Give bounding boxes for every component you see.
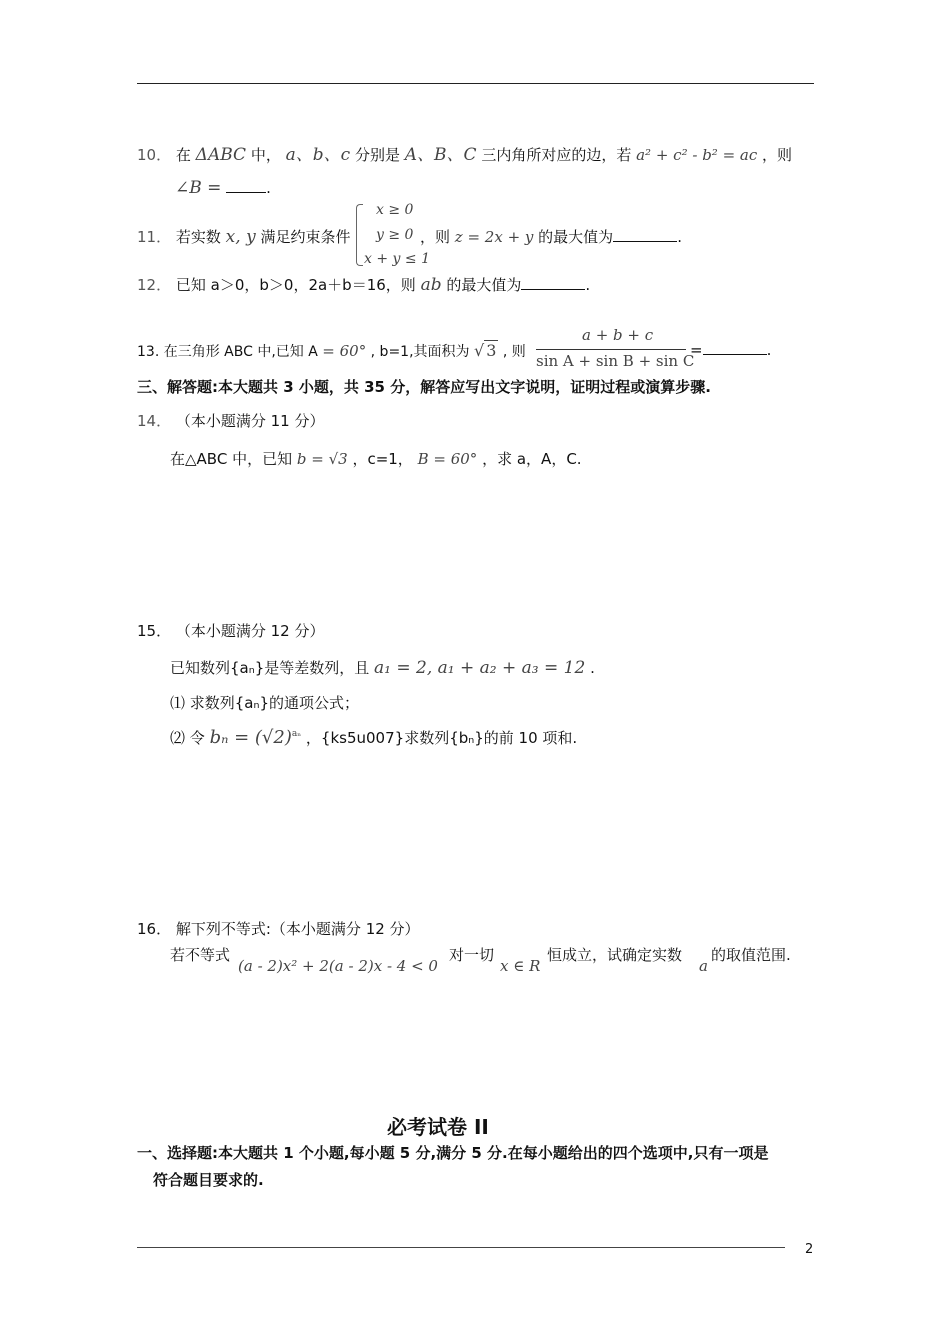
q11-text-b: 满足约束条件: [260, 228, 351, 246]
question-13: 13. 在三角形 ABC 中,已知 A = 60° , b=1,其面积为 √ 3 , 则: [137, 341, 526, 360]
question-number: 13.: [137, 344, 160, 360]
q13-end: .: [766, 341, 772, 359]
q15-text: 已知数列{aₙ}是等差数列，且: [170, 659, 370, 677]
fraction-bar: [536, 349, 686, 350]
q10-answer-line: [175, 178, 271, 198]
q15-exponent: aₙ: [291, 729, 302, 739]
q11-text-d: 的最大值为: [538, 228, 614, 246]
q15-part-2: [170, 727, 577, 748]
q11-text-a: 若实数: [175, 228, 221, 246]
question-16-header: [137, 918, 420, 939]
question-11: [137, 226, 350, 247]
q15-end: .: [590, 659, 595, 677]
header-rule: [137, 83, 814, 84]
exam-2-title: 必考试卷 II: [387, 1115, 489, 1139]
question-number: 16．: [137, 920, 172, 938]
answer-blank[interactable]: [613, 227, 677, 242]
q11-end: .: [677, 228, 682, 246]
angle-vars: A、B、C: [404, 145, 477, 165]
q11-vars: x, y: [225, 227, 256, 247]
answer-blank[interactable]: [521, 275, 585, 290]
question-number: 12．: [137, 276, 172, 294]
triangle-label: ΔABC: [195, 145, 247, 165]
question-number: 10．: [137, 146, 172, 164]
q16-head: 解下列不等式:（本小题满分 12 分）: [175, 920, 420, 938]
q16-inequality: (a - 2)x² + 2(a - 2)x - 4 < 0: [238, 957, 438, 975]
section-1-heading: 一、选择题:本大题共 1 个小题,每小题 5 分,满分 5 分.在每小题给出的四个选项中,只有一项是: [137, 1144, 769, 1162]
q10-text-a: 在: [175, 146, 191, 164]
q14-angle-b: B = 60°: [417, 450, 478, 468]
q16-domain: x ∈ R: [500, 957, 541, 975]
question-number: 15．: [137, 622, 172, 640]
q15-p2-text-a: ⑵ 令: [170, 729, 205, 747]
q16-a: a: [699, 957, 708, 975]
q13-text-b: , b=1,其面积为: [370, 344, 470, 360]
q11-tail: [420, 226, 682, 247]
side-vars: a、b、c: [285, 145, 351, 165]
question-14-header: [137, 410, 325, 431]
score-note: （本小题满分 12 分）: [175, 622, 325, 640]
fraction-numerator: a + b + c: [582, 326, 654, 344]
q15-bn: bₙ = (√2): [209, 727, 292, 748]
constraint-2: y ≥ 0: [376, 227, 414, 243]
q16-text-b: 对一切: [449, 946, 495, 964]
q12-text: 已知 a＞0，b＞0，2a＋b＝16，则: [175, 276, 416, 294]
q13-eq: =: [690, 341, 703, 359]
q15-p2-text-b: ，{ks5u007}求数列{bₙ}的前 10 项和.: [305, 729, 578, 747]
question-14-body: [170, 448, 582, 469]
question-number: 14．: [137, 412, 172, 430]
q11-text-c: ，则: [420, 228, 451, 246]
constraint-3: x + y ≤ 1: [364, 251, 430, 267]
q14-text-c: ，求 a，A，C.: [482, 450, 582, 468]
question-15-line1: [170, 657, 595, 678]
q13-text-c: , 则: [502, 344, 526, 360]
q11-objective: z = 2x + y: [454, 228, 534, 246]
answer-blank[interactable]: [226, 178, 266, 193]
q14-b: b = √3: [296, 450, 348, 468]
q13-text-a: 在三角形 ABC 中,已知 A: [163, 344, 318, 360]
q12-ab: ab: [420, 275, 442, 295]
constraint-brace: [356, 204, 363, 266]
q10-text-b: 中，: [250, 146, 281, 164]
question-10: [137, 140, 792, 165]
q16-text-a: 若不等式: [170, 946, 231, 964]
q13-angle: = 60°: [322, 342, 367, 360]
score-note: （本小题满分 11 分）: [175, 412, 325, 430]
fraction-denominator: sin A + sin B + sin C: [536, 352, 695, 370]
q10-text-e: ，则: [762, 146, 793, 164]
q14-text-a: 在△ABC 中，已知: [170, 450, 293, 468]
question-number: 11．: [137, 228, 172, 246]
q15-condition: a₁ = 2, a₁ + a₂ + a₃ = 12: [374, 658, 586, 678]
q12-text-b: 的最大值为: [446, 276, 522, 294]
answer-blank[interactable]: [703, 340, 767, 355]
q10-text-c: 分别是: [354, 146, 400, 164]
constraint-1: x ≥ 0: [376, 202, 414, 218]
q10-end: .: [266, 179, 271, 197]
q15-part-1: ⑴ 求数列{aₙ}的通项公式；: [170, 694, 360, 712]
q10-condition: a² + c² - b² = ac: [636, 146, 758, 164]
question-12: [137, 274, 590, 295]
q14-text-b: ，c=1，: [352, 450, 413, 468]
section-3-heading: 三、解答题:本大题共 3 小题，共 35 分，解答应写出文字说明，证明过程或演算步骤.: [137, 378, 711, 396]
q16-text-c: 恒成立，试确定实数: [547, 946, 683, 964]
q16-text-d: 的取值范围.: [711, 946, 791, 964]
sqrt-value: 3: [486, 341, 497, 360]
q13-answer: [690, 340, 771, 359]
q10-text-d: 三内角所对应的边，若: [481, 146, 632, 164]
question-15-header: [137, 620, 325, 641]
footer-rule: [137, 1247, 785, 1248]
q10-ask: ∠B =: [175, 178, 222, 198]
section-1-heading-cont: 符合题目要求的.: [153, 1171, 264, 1189]
q12-end: .: [585, 276, 591, 294]
page-number: 2: [805, 1242, 814, 1257]
